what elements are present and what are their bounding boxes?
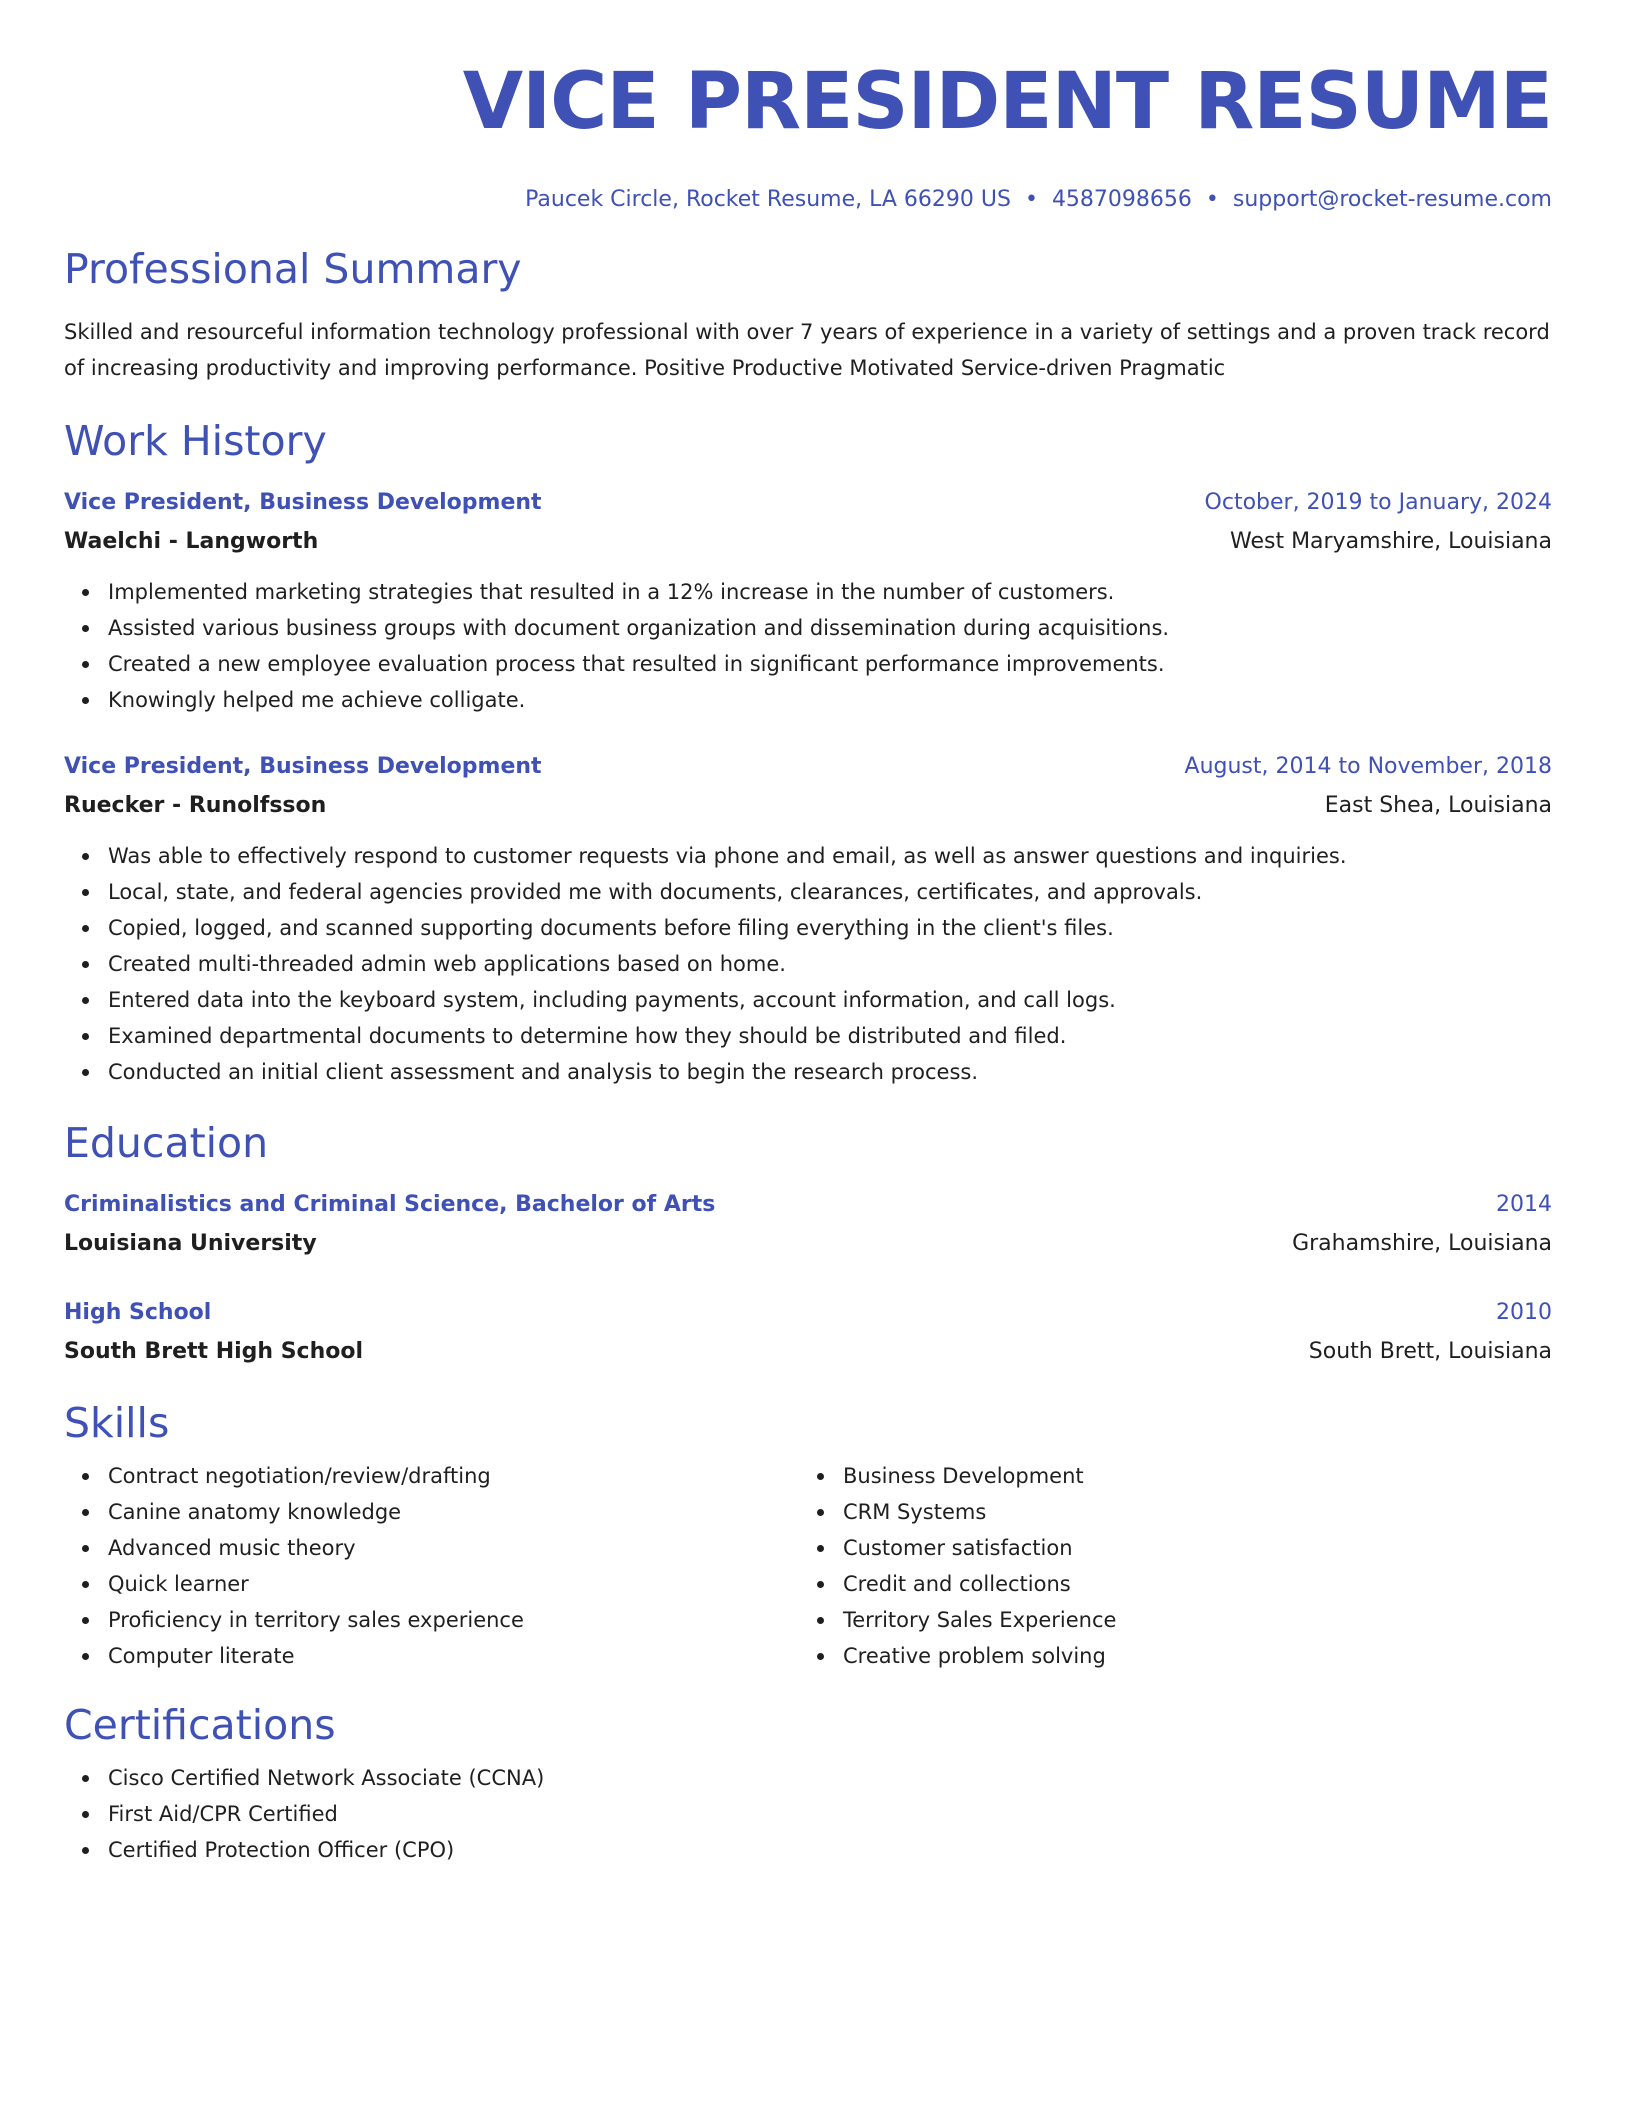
certifications-section [64,1700,1552,1868]
skills-heading: Skills [64,1399,170,1447]
education-entry [64,1186,1552,1264]
education-location: South Brett, Louisiana [1308,1339,1552,1364]
skill-item: Business Development [843,1458,1499,1494]
skill-item: Contract negotiation/review/drafting [108,1458,799,1494]
summary-heading: Professional Summary [64,245,522,293]
education-location: Grahamshire, Louisiana [1292,1231,1552,1256]
education-degree: High School [64,1300,212,1325]
skills-section [64,1398,1552,1674]
certification-item: Cisco Certified Network Associate (CCNA) [108,1760,1552,1796]
certifications-heading: Certifications [64,1701,336,1749]
contact-line [64,186,1552,214]
job-dates: August, 2014 to November, 2018 [1184,754,1552,779]
job-company-row [64,786,1552,826]
education-section [64,1118,1552,1372]
skill-item: Proficiency in territory sales experience [108,1602,799,1638]
job-company: Ruecker - Runolfsson [64,793,327,818]
job-entry [64,484,1552,718]
job-bullet: Conducted an initial client assessment and analysis to begin the research process. [108,1054,1552,1090]
job-bullet: Copied, logged, and scanned supporting documents before filing everything in the client's files. [108,910,1552,946]
skill-item: Territory Sales Experience [843,1602,1499,1638]
education-year: 2014 [1496,1192,1552,1217]
job-bullet: Implemented marketing strategies that resulted in a 12% increase in the number of customers. [108,574,1552,610]
education-year: 2010 [1496,1300,1552,1325]
skill-item: Credit and collections [843,1566,1499,1602]
job-bullet: Assisted various business groups with document organization and dissemination during acquisitions. [108,610,1552,646]
job-bullet: Was able to effectively respond to customer requests via phone and email, as well as answer questions and inquiries. [108,838,1552,874]
skills-column-left [64,1458,799,1674]
skill-item: Advanced music theory [108,1530,799,1566]
work-heading: Work History [64,417,327,465]
summary-section [64,244,1552,386]
job-title-row [64,484,1552,522]
skills-grid [64,1458,1552,1674]
job-entry [64,748,1552,1090]
education-school-row [64,1332,1552,1372]
education-degree-row [64,1294,1552,1332]
job-bullet: Local, state, and federal agencies provided me with documents, clearances, certificates, and approvals. [108,874,1552,910]
contact-separator: • [1205,187,1219,212]
skill-item: CRM Systems [843,1494,1499,1530]
education-heading: Education [64,1119,269,1167]
job-bullets [64,838,1552,1090]
job-bullet: Examined departmental documents to determine how they should be distributed and filed. [108,1018,1552,1054]
resume-header [64,56,1552,214]
job-role: Vice President, Business Development [64,490,542,515]
skills-list-right [799,1458,1499,1674]
job-bullet: Entered data into the keyboard system, including payments, account information, and call logs. [108,982,1552,1018]
resume-title: VICE PRESIDENT RESUME [462,57,1552,147]
job-role: Vice President, Business Development [64,754,542,779]
certifications-list [64,1760,1552,1868]
job-location: West Maryamshire, Louisiana [1230,529,1552,554]
contact-phone: 4587098656 [1051,187,1192,212]
education-school: South Brett High School [64,1339,364,1364]
skill-item: Computer literate [108,1638,799,1674]
job-company: Waelchi - Langworth [64,529,319,554]
job-bullets [64,574,1552,718]
education-entry [64,1294,1552,1372]
certification-item: Certified Protection Officer (CPO) [108,1832,1552,1868]
job-title-row [64,748,1552,786]
education-school-row [64,1224,1552,1264]
skill-item: Customer satisfaction [843,1530,1499,1566]
job-dates: October, 2019 to January, 2024 [1204,490,1552,515]
certification-item: First Aid/CPR Certified [108,1796,1552,1832]
contact-address: Paucek Circle, Rocket Resume, LA 66290 US [525,187,1011,212]
education-degree-row [64,1186,1552,1224]
education-school: Louisiana University [64,1231,317,1256]
skill-item: Canine anatomy knowledge [108,1494,799,1530]
skill-item: Quick learner [108,1566,799,1602]
work-section [64,416,1552,1090]
skills-list-left [64,1458,799,1674]
job-bullet: Created a new employee evaluation process that resulted in significant performance improvements. [108,646,1552,682]
contact-separator: • [1024,187,1038,212]
job-bullet: Created multi-threaded admin web applications based on home. [108,946,1552,982]
skill-item: Creative problem solving [843,1638,1499,1674]
skills-column-right [799,1458,1499,1674]
education-degree: Criminalistics and Criminal Science, Bachelor of Arts [64,1192,716,1217]
contact-email[interactable]: support@rocket-resume.com [1232,187,1552,212]
job-location: East Shea, Louisiana [1324,793,1552,818]
job-company-row [64,522,1552,562]
job-bullet: Knowingly helped me achieve colligate. [108,682,1552,718]
summary-text: Skilled and resourceful information technology professional with over 7 years of experience in a variety of settings and a proven track record of increasing productivity and improving performance. Positive Productive Motivated Service-driven Pragmatic [64,320,1550,380]
